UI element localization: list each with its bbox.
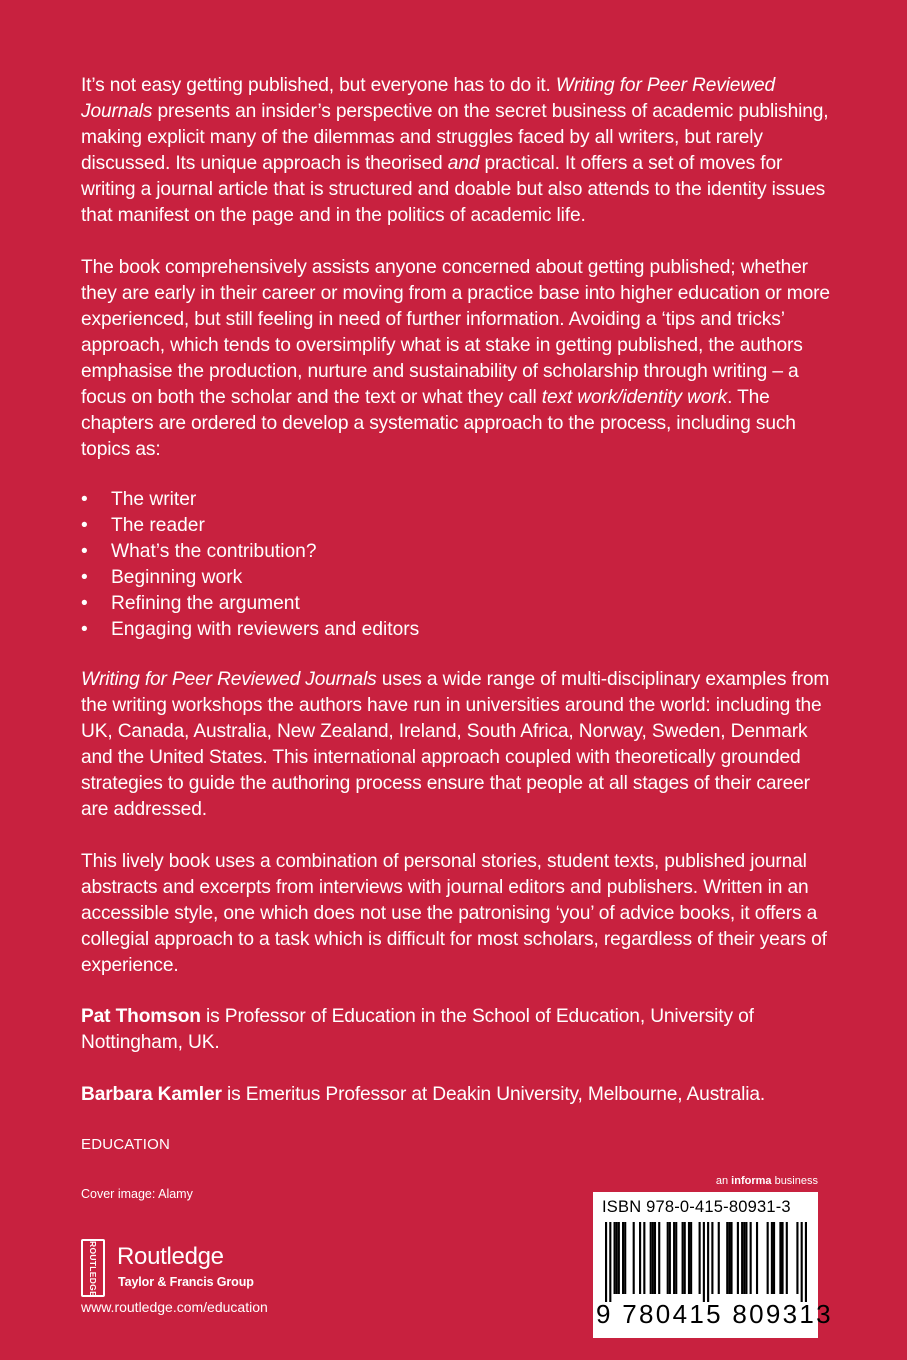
barcode-bar: [605, 1222, 607, 1302]
barcode-bar: [609, 1222, 611, 1302]
barcode-bar: [726, 1222, 728, 1294]
barcode-bar: [669, 1222, 671, 1294]
informa-prefix: an: [715, 1175, 732, 1187]
barcode-bar: [699, 1222, 701, 1294]
barcode-bar: [682, 1222, 684, 1294]
barcode-bar: [745, 1222, 747, 1294]
list-item: • Engaging with reviewers and editors: [81, 617, 419, 643]
list-item: • Refining the argument: [81, 591, 419, 617]
barcode-bar: [667, 1222, 669, 1294]
barcode-bar: [801, 1222, 803, 1302]
blurb-text: presents an insider’s perspective on the secret business of academic publishing, making explicit many of the dilemmas and struggles faced by all writers, but rarely discussed. Its unique approach is theorised: [81, 101, 829, 174]
barcode-bar: [805, 1222, 807, 1302]
barcode-bar: [779, 1222, 781, 1294]
publisher-url: www.routledge.com/education: [81, 1299, 268, 1315]
blurb-text: practical. It offers a set of moves for writing a journal article that is structured and doable but also attends to the identity issues that manifest on the page and in the politics of academic life.: [81, 153, 826, 226]
barcode-bar: [673, 1222, 675, 1294]
blurb-paragraph-4: [81, 849, 841, 979]
book-title-italic: Writing for Peer Reviewed Journals: [81, 669, 377, 690]
informa-suffix: business: [771, 1175, 818, 1187]
isbn-label: ISBN 978-0-415-80931-3: [602, 1198, 791, 1216]
barcode-bar: [614, 1222, 616, 1294]
barcode-bar: [796, 1222, 798, 1294]
barcode-bar: [781, 1222, 783, 1294]
barcode-bar: [688, 1222, 690, 1294]
blurb-text: . The chapters are ordered to develop a systematic approach to the process, including such topics as:: [81, 387, 796, 460]
barcode-digits: 9 780415 809313: [596, 1299, 833, 1329]
blurb-text: It’s not easy getting published, but everyone has to do it.: [81, 75, 556, 96]
barcode-bar: [707, 1222, 709, 1302]
barcode-bar: [756, 1222, 758, 1294]
informa-tagline: [716, 1175, 818, 1187]
barcode-icon: [605, 1222, 807, 1302]
informa-brand: informa: [731, 1175, 772, 1187]
author-name: Pat Thomson: [81, 1006, 201, 1027]
emphasis-italic: and: [447, 153, 480, 174]
barcode-bar: [750, 1222, 752, 1294]
barcode-bar: [654, 1222, 656, 1294]
blurb-text: This lively book uses a combination of personal stories, student texts, published journal abstracts and excerpts from interviews with journal editors and publishers. Written in an accessible style, one which does not use the patronising ‘you’ of advice books, it offers a collegial approach to a task which is difficult for most scholars, regardless of their years of experience.: [81, 851, 827, 976]
barcode-bar: [658, 1222, 660, 1294]
barcode-bar: [773, 1222, 775, 1294]
routledge-mark-icon: [81, 1239, 105, 1297]
barcode-bar: [622, 1222, 624, 1294]
barcode-bar: [728, 1222, 730, 1294]
publisher-name: Routledge: [117, 1243, 224, 1270]
barcode-bar: [786, 1222, 788, 1294]
barcode-bar: [650, 1222, 652, 1294]
list-item: • What’s the contribution?: [81, 539, 419, 565]
barcode-bar: [684, 1222, 686, 1294]
barcode-bar: [618, 1222, 620, 1294]
blurb-text: uses a wide range of multi-disciplinary examples from the writing workshops the authors have run in universities around the world: including the UK, Canada, Australia, New Zealand, Ireland, South Africa, Norway, Sweden, Denmark and the United States. This international approach coupled with theoretically grounded strategies to guide the authoring process ensure that people at all stages of their career are addressed.: [81, 669, 830, 820]
book-title-italic: Writing for Peer Reviewed Journals: [81, 75, 776, 122]
publisher-group: Taylor & Francis Group: [118, 1275, 254, 1289]
blurb-text: The book comprehensively assists anyone concerned about getting published; whether they are early in their career or moving from a practice base into higher education or more experienced, but still feeling in need of further information. Avoiding a ‘tips and tricks’ approach, which tends to oversimplify what is at stake in getting published, the authors emphasise the production, nurture and sustainability of scholarship through writing – a focus on both the scholar and the text or what they call: [81, 257, 830, 408]
barcode-bar: [711, 1222, 713, 1294]
barcode-bar: [737, 1222, 739, 1294]
publisher-logo: [81, 1239, 321, 1299]
blurb-paragraph-1: [81, 73, 841, 229]
barcode-bar: [633, 1222, 635, 1294]
barcode-bar: [652, 1222, 654, 1294]
blurb-paragraph-2: [81, 255, 841, 463]
author-bio-2: [81, 1082, 841, 1108]
isbn-barcode-panel: [593, 1192, 833, 1338]
barcode-bar: [690, 1222, 692, 1294]
barcode-bar: [771, 1222, 773, 1294]
barcode-bar: [718, 1222, 720, 1294]
barcode-bar: [616, 1222, 618, 1294]
author-bio-text: is Emeritus Professor at Deakin University, Melbourne, Australia.: [221, 1084, 766, 1105]
barcode-bar: [639, 1222, 641, 1294]
barcode-bar: [675, 1222, 677, 1294]
list-item: • The reader: [81, 513, 419, 539]
author-name: Barbara Kamler: [81, 1084, 222, 1105]
list-item: • The writer: [81, 487, 419, 513]
barcode-bar: [624, 1222, 626, 1294]
subject-category: EDUCATION: [81, 1136, 171, 1153]
author-bio-text: is Professor of Education in the School of Education, University of Nottingham, UK.: [81, 1006, 754, 1053]
barcode-bar: [730, 1222, 732, 1294]
barcode-bar: [743, 1222, 745, 1294]
barcode-bar: [703, 1222, 705, 1302]
cover-credit: Cover image: Alamy: [81, 1187, 193, 1201]
routledge-mark-text: ROUTLEDGE: [88, 1241, 98, 1298]
author-bio-1: [81, 1004, 841, 1056]
emphasis-italic: text work/identity work: [541, 387, 728, 408]
barcode-bar: [767, 1222, 769, 1294]
barcode-bar: [741, 1222, 743, 1294]
topics-list: [81, 487, 419, 643]
blurb-paragraph-3: [81, 667, 841, 823]
barcode-bar: [643, 1222, 645, 1294]
list-item: • Beginning work: [81, 565, 419, 591]
